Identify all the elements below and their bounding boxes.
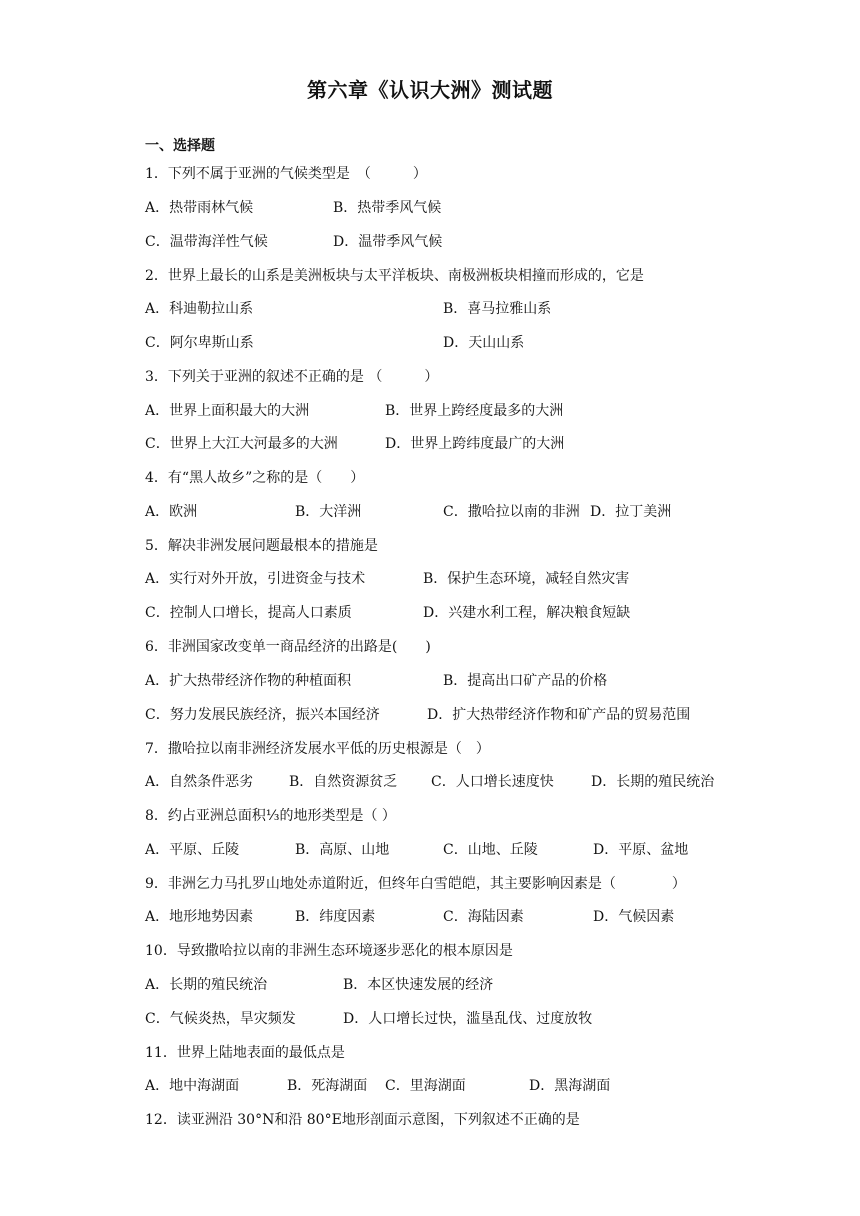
option-b: B．死海湖面 (287, 1078, 368, 1094)
question-stem: 12．读亚洲沿 30°N和沿 80°E地形剖面示意图，下列叙述不正确的是 (145, 1112, 580, 1128)
option-d: D．世界上跨纬度最广的大洲 (385, 436, 565, 452)
option-d: D．气候因素 (593, 909, 675, 925)
option-b: B．高原、山地 (295, 842, 390, 858)
option-d: D．黑海湖面 (529, 1078, 611, 1094)
option-a: A．长期的殖民统治 (145, 977, 268, 993)
option-a: A．平原、丘陵 (145, 842, 240, 858)
page-title: 第六章《认识大洲》测试题 (307, 78, 553, 102)
question-stem: 3．下列关于亚洲的叙述不正确的是 （ ） (145, 369, 439, 385)
option-b: B．提高出口矿产品的价格 (443, 673, 608, 689)
question-stem: 11．世界上陆地表面的最低点是 (145, 1045, 345, 1061)
option-a: A．世界上面积最大的大洲 (145, 403, 310, 419)
option-d: D．长期的殖民统治 (591, 774, 715, 790)
option-a: A．扩大热带经济作物的种植面积 (145, 673, 352, 689)
option-c: C．努力发展民族经济，振兴本国经济 (145, 707, 380, 723)
option-b: B．大洋洲 (295, 504, 362, 520)
option-c: C．控制人口增长，提高人口素质 (145, 605, 352, 621)
option-c: C．撒哈拉以南的非洲 (443, 504, 580, 520)
option-c: C．温带海洋性气候 (145, 234, 268, 250)
option-b: B．纬度因素 (295, 909, 376, 925)
option-b: B．热带季风气候 (333, 200, 442, 216)
question-stem: 6．非洲国家改变单一商品经济的出路是( ) (145, 639, 431, 655)
option-a: A．自然条件恶劣 (145, 774, 254, 790)
option-c: C．里海湖面 (385, 1078, 466, 1094)
option-b: B．保护生态环境，减轻自然灾害 (423, 571, 630, 587)
question-stem: 7．撒哈拉以南非洲经济发展水平低的历史根源是（ ） (145, 741, 490, 757)
question-stem: 5．解决非洲发展问题最根本的措施是 (145, 538, 378, 554)
question-stem: 8．约占亚洲总面积⅓的地形类型是（ ） (145, 808, 396, 824)
section-heading: 一、选择题 (145, 138, 215, 154)
option-c: C．阿尔卑斯山系 (145, 335, 254, 351)
option-a: A．热带雨林气候 (145, 200, 254, 216)
question-stem: 9．非洲乞力马扎罗山地处赤道附近，但终年白雪皑皑，其主要影响因素是（ ） (145, 876, 686, 892)
option-a: A．科迪勒拉山系 (145, 301, 254, 317)
question-stem: 4．有“黑人故乡”之称的是（ ） (145, 470, 365, 486)
option-b: B．自然资源贫乏 (289, 774, 398, 790)
option-a: A．地中海湖面 (145, 1078, 240, 1094)
option-d: D．平原、盆地 (593, 842, 689, 858)
option-c: C．海陆因素 (443, 909, 524, 925)
option-c: C．气候炎热，旱灾频发 (145, 1011, 296, 1027)
option-b: B．本区快速发展的经济 (343, 977, 494, 993)
option-c: C．山地、丘陵 (443, 842, 538, 858)
option-d: D．温带季风气候 (333, 234, 443, 250)
question-stem: 2．世界上最长的山系是美洲板块与太平洋板块、南极洲板块相撞而形成的，它是 (145, 268, 644, 284)
option-d: D．天山山系 (443, 335, 525, 351)
option-b: B．世界上跨经度最多的大洲 (385, 403, 564, 419)
question-stem: 10．导致撒哈拉以南的非洲生态环境逐步恶化的根本原因是 (145, 943, 513, 959)
option-d: D．人口增长过快，滥垦乱伐、过度放牧 (343, 1011, 593, 1027)
option-a: A．地形地势因素 (145, 909, 254, 925)
option-d: D．拉丁美洲 (590, 504, 672, 520)
question-stem: 1．下列不属于亚洲的气候类型是 （ ） (145, 166, 427, 182)
option-c: C．世界上大江大河最多的大洲 (145, 436, 338, 452)
option-b: B．喜马拉雅山系 (443, 301, 552, 317)
option-a: A．实行对外开放，引进资金与技术 (145, 571, 366, 587)
option-d: D．扩大热带经济作物和矿产品的贸易范围 (427, 707, 691, 723)
option-a: A．欧洲 (145, 504, 198, 520)
option-d: D．兴建水利工程，解决粮食短缺 (423, 605, 631, 621)
option-c: C．人口增长速度快 (431, 774, 554, 790)
